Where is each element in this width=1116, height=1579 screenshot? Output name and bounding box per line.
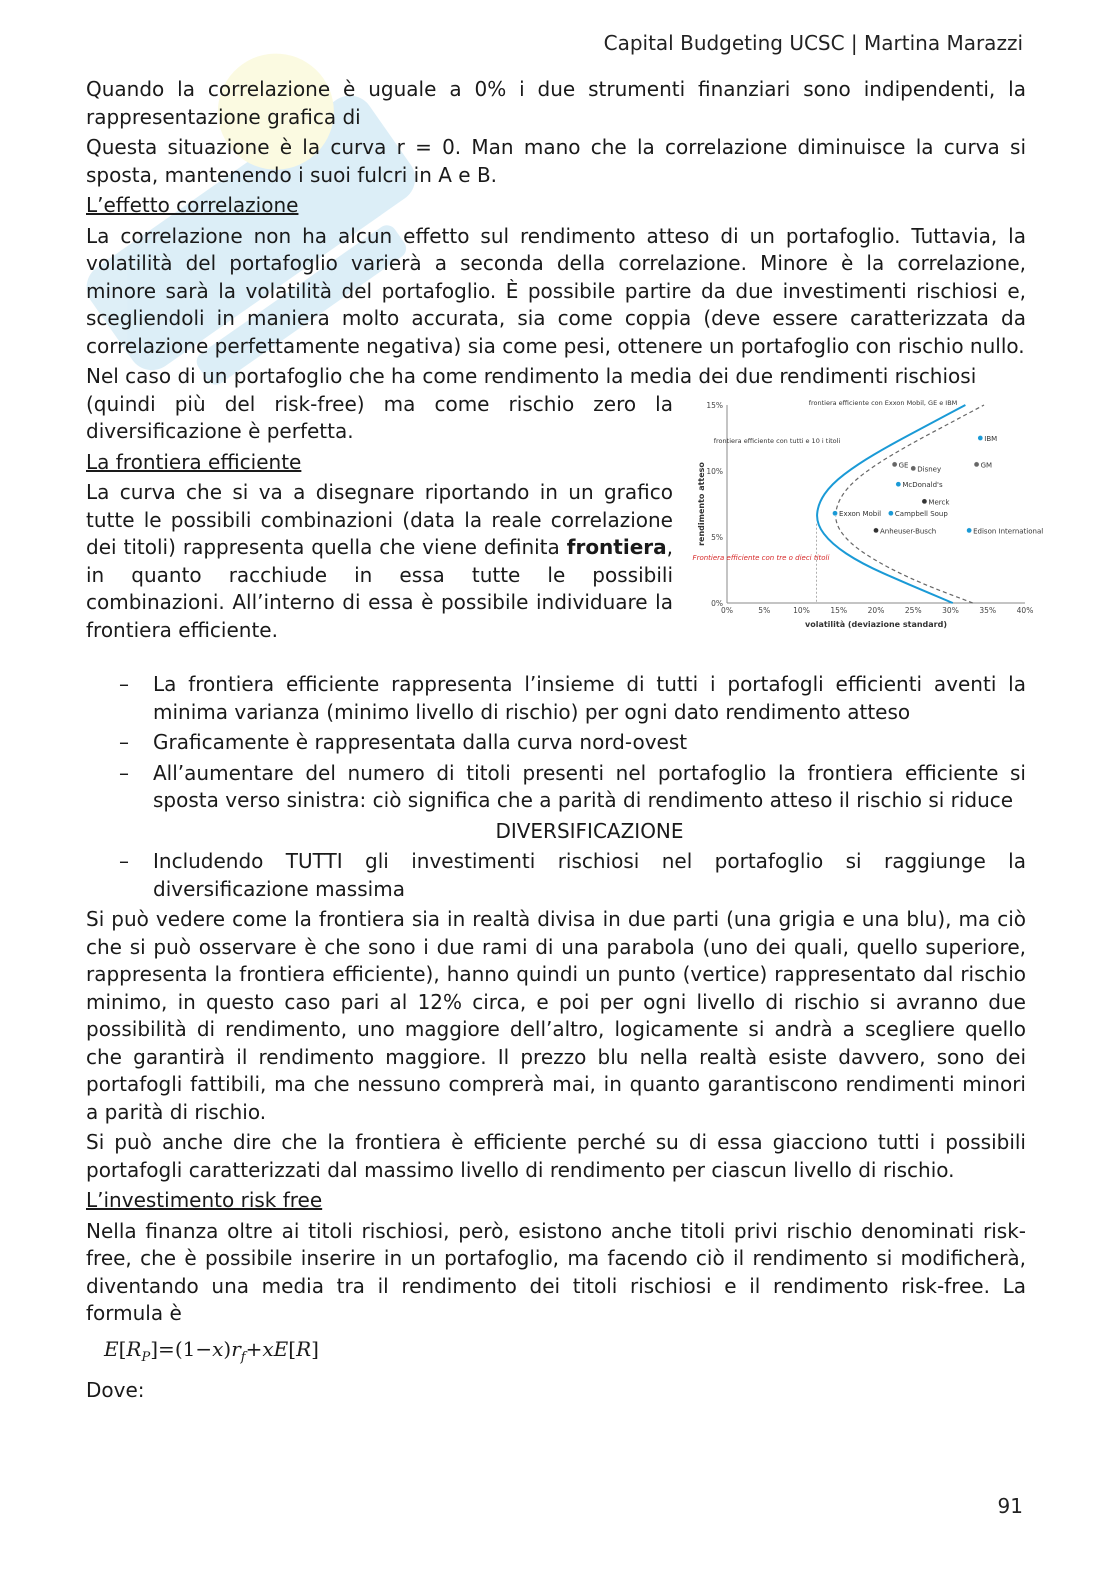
- heading-effetto-correlazione: L’effetto correlazione: [86, 193, 299, 217]
- paragraph-parabola: Si può vedere come la frontiera sia in realtà divisa in due parti (una grigia e una blu), ma ciò che si può osservare è che sono i due rami di una parabola (uno dei quali, quello superiore, rappresenta la frontiera efficiente), hanno quindi un punto (vertice) rappresentato dal rischio minimo, in questo caso pari al 12% circa, e poi per ogni livello di rischio si avranno due possibilità di rendimento, uno maggiore dell’altro, logicamente si andrà a scegliere quello che garantirà il rendimento maggiore. Il prezzo blu nella realtà esiste davvero, sono dei portafogli fattibili, ma che nessuno comprerà mai, in quanto garantiscono rendimenti minori a parità di rischio.: [86, 907, 1026, 1124]
- stock-label: Campbell Soup: [894, 509, 948, 518]
- list-item-text: Includendo TUTTI gli investimenti rischiosi nel portafoglio si raggiunge la diversificazione massima: [153, 849, 1026, 901]
- paragraph-diversificazione-perfetta: (quindi più del risk-free) ma come rischio zero la diversificazione è perfetta.: [86, 391, 673, 443]
- paragraph-curva-r0: Questa situazione è la curva r = 0. Man mano che la correlazione diminuisce la curva si sposta, mantenendo i suoi fulcri in A e B.: [86, 135, 1026, 187]
- stock-label: Edison International: [973, 526, 1044, 535]
- stock-point: [896, 481, 901, 486]
- list-item-text: Graficamente è rappresentata dalla curva nord-ovest: [153, 730, 688, 754]
- annotation-ten-stocks: frontiera efficiente con tutti e 10 i titoli: [713, 436, 841, 445]
- x-tick-label: 25%: [904, 605, 922, 615]
- heading-risk-free: L’investimento risk free: [86, 1188, 323, 1212]
- y-tick-label: 10%: [706, 466, 723, 476]
- x-tick-label: 40%: [1016, 605, 1034, 615]
- list-item: [86, 848, 1026, 903]
- stock-point: [892, 461, 897, 466]
- frontiera-text-post: , in quanto racchiude in essa tutte le possibili combinazioni. All’interno di essa è possibile individuare la frontiera efficiente.: [86, 535, 673, 642]
- bullet-list: [86, 671, 1026, 815]
- stock-point: [873, 527, 878, 532]
- frontier-section: [86, 391, 1044, 648]
- paragraph-effetto-correlazione: La correlazione non ha alcun effetto sul rendimento atteso di un portafoglio. Tuttavia, la volatilità del portafoglio varierà a seconda della correlazione. Minore è la correlazione, minore sarà la volatilità del portafoglio. È possibile partire da due investimenti rischiosi e, scegliendoli in maniera molto accurata, sia come coppia (deve essere caratterizzata da correlazione perfettamente negativa) sia come pesi, ottenere un portafoglio con rischio nullo.: [86, 223, 1026, 358]
- x-tick-label: 15%: [830, 605, 848, 615]
- stock-point: [888, 510, 893, 515]
- stock-label: McDonald's: [902, 480, 943, 489]
- list-item-text: La frontiera efficiente rappresenta l’insieme di tutti i portafogli efficienti aventi la minima varianza (minimo livello di rischio) per ogni dato rendimento atteso: [153, 672, 1026, 724]
- x-axis-label: volatilità (deviazione standard): [804, 619, 948, 629]
- paragraph-dove: Dove:: [86, 1377, 145, 1402]
- stock-point: [911, 465, 916, 470]
- bullet-dash: –: [119, 849, 129, 873]
- list-item: [86, 760, 1026, 815]
- stock-label: IBM: [984, 434, 998, 443]
- stock-label: Disney: [917, 464, 942, 473]
- stock-label: Exxon Mobil: [839, 509, 882, 518]
- stock-point: [978, 435, 983, 440]
- paragraph-correlazione-zero: Quando la correlazione è uguale a 0% i due strumenti finanziari sono indipendenti, la rappresentazione grafica di: [86, 77, 1026, 129]
- frontier-chart: [692, 395, 1044, 639]
- stock-point: [832, 510, 837, 515]
- stock-label: GM: [980, 460, 993, 469]
- y-tick-label: 5%: [711, 532, 723, 542]
- stock-point: [967, 527, 972, 532]
- y-tick-label: 0%: [711, 598, 723, 608]
- paragraph-portafoglio-media: Nel caso di un portafoglio che ha come rendimento la media dei due rendimenti rischiosi: [86, 364, 977, 388]
- stock-label: Merck: [928, 497, 950, 506]
- list-item-text: All’aumentare del numero di titoli presenti nel portafoglio la frontiera efficiente si sposta verso sinistra: ciò significa che a parità di rendimento atteso il rischio si riduce: [153, 760, 1026, 812]
- heading-frontiera-efficiente: La frontiera efficiente: [86, 449, 302, 474]
- list-item: [86, 671, 1026, 726]
- stock-point: [974, 461, 979, 466]
- annotation-three-stocks: frontiera efficiente con Exxon Mobil, GE e IBM: [808, 398, 958, 407]
- page-number: 91: [997, 1494, 1023, 1518]
- diversificazione-label: DIVERSIFICAZIONE: [495, 818, 684, 843]
- y-tick-label: 15%: [706, 400, 723, 410]
- x-tick-label: 35%: [979, 605, 997, 615]
- x-tick-label: 20%: [867, 605, 885, 615]
- x-tick-label: 5%: [758, 605, 771, 615]
- formula-expected-return: $E[R_P]=(1-x)r_f+xE[R]$: [104, 1336, 319, 1365]
- frontiera-text-pre: La curva che si va a disegnare riportando in un grafico tutte le possibili combinazioni (data la reale correlazione dei titoli) rappresenta quella che viene definita: [86, 480, 673, 559]
- y-axis-label: rendimento atteso: [697, 461, 706, 546]
- x-tick-label: 0%: [721, 605, 733, 615]
- bullet-list-2: [86, 848, 1026, 903]
- x-tick-label: 10%: [793, 605, 810, 615]
- stock-label: GE: [898, 460, 909, 469]
- list-item: [86, 729, 1026, 757]
- paragraph-risk-free: Nella finanza oltre ai titoli rischiosi, però, esistono anche titoli privi rischio denominati risk-free, che è possibile inserire in un portafoglio, ma facendo ciò il rendimento si modificherà, diventando una media tra il rendimento dei titoli rischiosi e il rendimento risk-free. La formula è: [86, 1218, 1026, 1325]
- bullet-dash: –: [119, 730, 129, 754]
- x-tick-label: 30%: [942, 605, 959, 615]
- stock-point: [922, 498, 927, 503]
- page-header: Capital Budgeting UCSC | Martina Marazzi: [603, 31, 1023, 55]
- bullet-dash: –: [119, 672, 129, 696]
- frontiera-bold-term: frontiera: [566, 535, 667, 559]
- page-content: [86, 76, 1044, 1407]
- stock-label: Anheuser-Busch: [880, 526, 937, 535]
- bullet-dash: –: [119, 760, 129, 785]
- annotation-red: Frontiera efficiente con tre o dieci titoli: [692, 553, 830, 562]
- paragraph-frontiera-definizione: Si può anche dire che la frontiera è efficiente perché su di essa giacciono tutti i possibili portafogli caratterizzati dal massimo livello di rendimento per ciascun livello di rischio.: [86, 1130, 1026, 1182]
